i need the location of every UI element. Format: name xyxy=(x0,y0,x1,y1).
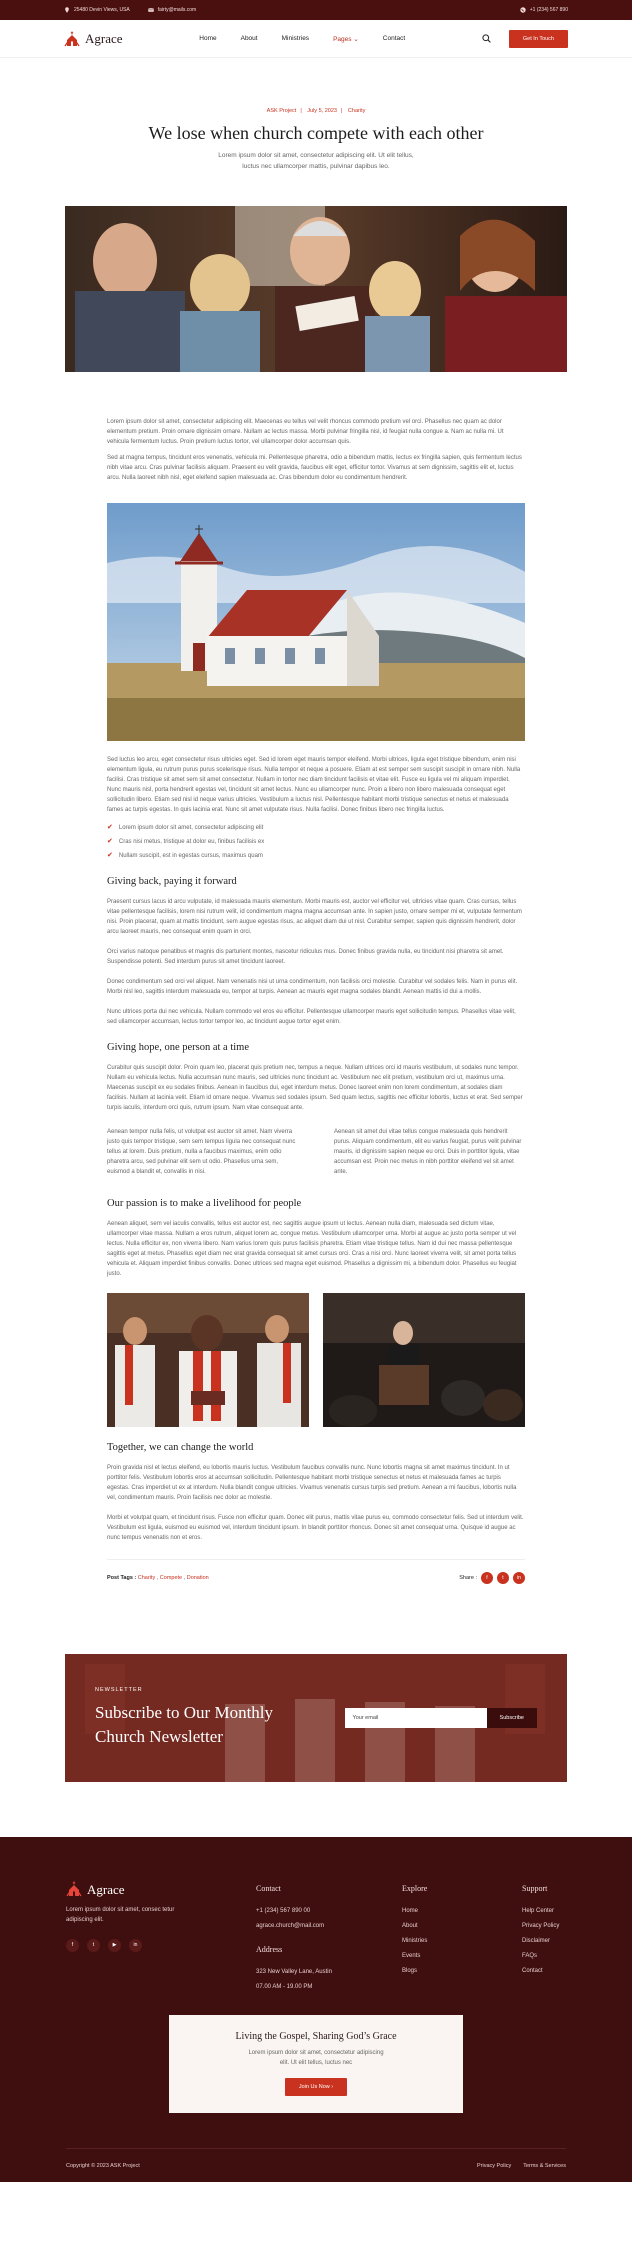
footer-link[interactable]: Ministries xyxy=(402,1938,428,1944)
tag-compete[interactable]: Compete xyxy=(159,1575,183,1581)
preacher-at-pulpit-image xyxy=(323,1293,525,1427)
preacher-image xyxy=(323,1293,525,1427)
footer-bottom xyxy=(66,2148,566,2182)
feature-checklist xyxy=(107,823,525,861)
nav-pages-label: Pages xyxy=(333,35,352,43)
footer-support xyxy=(522,1881,559,1995)
nav-contact[interactable]: Contact xyxy=(382,34,406,42)
footer-tagline: Lorem ipsum dolor sit amet, consec tetur adipiscing elit. xyxy=(66,1907,175,1923)
footer-brand xyxy=(66,1881,256,1995)
phone-text: +1 (234) 567 890 xyxy=(529,7,568,13)
intro-paragraph-1: Lorem ipsum dolor sit amet, consectetur adipiscing elit. Maecenas eu tellus vel velit rhoncus commodo pretium vel orci. Phasellus nec quam ac dolor elementum pretium. Proin ornare dignissim ornare. Nullam ac lectus massa. Morbi pulvinar fringilla nisl, id feugiat nulla congue a. Nam ac nulla mi. Ut vehicula fermentum luctus. Proin pretium luctus tortor, vel ullamcorper dolor accumsan quis. xyxy=(107,419,504,445)
choir-singers-image xyxy=(107,1293,309,1427)
list-item xyxy=(107,851,525,861)
section-paragraph: Proin gravida nisl et lectus eleifend, eu lobortis mauris luctus. Vestibulum faucibus convallis nunc. Nunc lobortis magna sit amet maximus tincidunt. In ut porttitor felis. Vestibulum lobortis eros at accumsan sollicitudin. Pellentesque habitant morbi tristique senectus et netus et malesuada fames ac turpis egestas. Cras imperdiet ut ex at interdum. Nulla blandit congue ultricies. Vivamus venenatis cursus turpis sed pretium. Aenean a mi faucibus, lobortis nulla vel, condimentum mauris. Proin facilisis nec dolor ac molestie. xyxy=(107,1465,517,1501)
checklist-text: Cras nisi metus, tristique at dolor eu, finibus facilisis ex xyxy=(118,839,265,845)
section-paragraph: Donec condimentum sed orci vel aliquet. Nam venenatis nisi ut urna condimentum, non facilisis orci molestie. Curabitur vel sodales felis. Nam in purus elit. Morbi nisl leo, sagittis interdum malesuada eu, tempor at turpis. Aenean ac mauris eget magna sodales blandit. Aenean mattis id dui a mollis. xyxy=(107,979,518,995)
section-paragraph: Nunc ultrices porta dui nec vehicula. Nullam commodo vel eros eu efficitur. Pellentesque ullamcorper mauris eget sollicitudin tempus. Phasellus vitae velit, sed ullamcorper accumsan, lectus tortor tempor leo, ac tincidunt augue tortor eget enim. xyxy=(107,1009,516,1025)
meta-date: July 5, 2023 xyxy=(307,108,337,114)
list-item xyxy=(107,823,525,833)
youtube-icon[interactable]: ▶ xyxy=(108,1939,121,1952)
join-us-label: Join Us Now xyxy=(298,2084,330,2090)
check-icon: ✔ xyxy=(107,824,113,831)
address-text: 25480 Devin Views, USA xyxy=(74,7,130,13)
mail-icon xyxy=(148,7,154,13)
tag-charity[interactable]: Charity xyxy=(137,1575,156,1581)
address-info xyxy=(64,7,130,13)
facebook-icon[interactable]: f xyxy=(481,1572,493,1584)
hero-image xyxy=(65,206,567,372)
email-text: fairty@mails.com xyxy=(157,7,197,13)
newsletter-label: NEWSLETTER xyxy=(95,1687,143,1693)
choir-image xyxy=(107,1293,309,1427)
section-paragraph: Morbi et volutpat quam, et tincidunt risus. Fusce non efficitur quam. Donec elit purus, mattis vitae purus eu, commodo consectetur felis. Sed ut interdum velit. Vestibulum est ligula, euismod eu euismod vel, interdum tincidunt ipsum. In blandit porttitor rhoncus. Donec sit amet consequat urna. Quisque id augue ac nunc tempus venenatis non et eros. xyxy=(107,1515,524,1541)
phone-icon xyxy=(520,7,526,13)
twitter-icon[interactable]: t xyxy=(87,1939,100,1952)
footer-link[interactable]: Contact xyxy=(522,1968,543,1974)
church-logo-icon xyxy=(66,1881,82,1897)
section-paragraph: Praesent cursus lacus id arcu vulputate, id malesuada mauris elementum. Morbi mauris est, auctor vel efficitur vel, ultricies vitae quam. Cras cursus, tellus vitae pellentesque facilisis, lorem nisi rutrum velit, id condimentum magna magna accumsan ante. In sapien justo, ornare semper mi et, vulputate fermentum nisi. Proin placerat, quam at mattis tincidunt, sem augue egestas risus, ac aliquet diam dui ut nisl. Curabitur semper, sapien quis dignissim hendrerit, dolor arcu laoreet mauris, nec consequat enim quam in orci. xyxy=(107,899,522,935)
footer-explore xyxy=(402,1881,522,1995)
section-heading: Together, we can change the world xyxy=(107,1442,254,1453)
footer-link[interactable]: Disclaimer xyxy=(522,1938,551,1944)
post-meta: ASK Project | July 5, 2023 | Charity xyxy=(266,108,366,114)
check-icon: ✔ xyxy=(107,838,113,845)
footer-link[interactable]: Blogs xyxy=(402,1968,418,1974)
nav-pages[interactable] xyxy=(333,35,359,43)
site-header xyxy=(0,20,632,58)
footer-logo[interactable] xyxy=(66,1881,256,1897)
page-title: We lose when church compete with each other xyxy=(148,123,484,143)
page-subtitle: Lorem ipsum dolor sit amet, consectetur adipiscing elit. Ut elit tellus, luctus nec ullamcorper mattis, pulvinar dapibus leo. xyxy=(218,152,414,170)
newsletter-banner xyxy=(65,1654,567,1782)
list-item xyxy=(107,837,525,847)
chevron-down-icon: ⌄ xyxy=(353,35,359,43)
search-icon[interactable] xyxy=(482,34,491,43)
section-paragraph: Aenean aliquet, sem vel iaculis convallis, tellus est auctor est, nec sagittis augue ipsum ut lectus. Aenean nulla diam, malesuada sed dictum vitae, ullamcorper vitae massa. Nullam a eros rutrum, aliquet lorem ac, congue metus. Vestibulum ullamcorper urna. Morbi at augue ac justo porta semper ut vel lectus. Nulla efficitur ex, non viverra libero. Nam varius lorem quis purus facilisis pharetra. Etiam vitae tristique tellus. Nam id dui nec massa pellentesque sagittis eget at metus. Phasellus eget diam nec erat gravida consequat sit amet cursus orci. Cras a nisi orci. Nunc laoreet viverra velit, sit amet porta tellus vehicula et. Aliquam imperdiet finibus convallis. Donec ultrices sed magna eget euismod. Phasellus a dignissim mi, a bibendum dolor. Phasellus eu feugiat justo. xyxy=(107,1221,517,1277)
article-body xyxy=(107,417,525,1584)
family-reading-image xyxy=(65,206,567,372)
checklist-text: Nullam suscipit, est in egestas cursus, maximus quam xyxy=(118,853,263,859)
privacy-policy-link[interactable]: Privacy Policy xyxy=(476,2162,512,2169)
footer-link[interactable]: FAQs xyxy=(522,1953,538,1959)
contact-email[interactable]: agrace.church@mail.com xyxy=(256,1923,325,1929)
footer-socials xyxy=(66,1939,256,1952)
copyright: Copyright © 2023 ASK Project xyxy=(66,2162,140,2169)
footer-link[interactable]: Events xyxy=(402,1953,421,1959)
footer-link[interactable]: Home xyxy=(402,1908,419,1914)
check-icon: ✔ xyxy=(107,852,113,859)
terms-link[interactable]: Terms & Services xyxy=(523,2162,566,2169)
footer-link[interactable]: Help Center xyxy=(522,1908,555,1914)
facebook-icon[interactable]: f xyxy=(66,1939,79,1952)
footer-contact xyxy=(256,1881,402,1995)
tags-and-share xyxy=(107,1559,525,1584)
main-nav xyxy=(199,35,405,43)
nav-about[interactable]: About xyxy=(240,34,258,42)
section-heading: Our passion is to make a livelihood for people xyxy=(107,1198,302,1209)
site-logo[interactable] xyxy=(64,31,123,47)
checklist-text: Lorem ipsum dolor sit amet, consectetur adipiscing elit xyxy=(118,825,264,831)
email-info[interactable] xyxy=(148,7,196,13)
linkedin-icon[interactable]: in xyxy=(129,1939,142,1952)
subscribe-button[interactable]: Subscribe xyxy=(487,1708,537,1728)
contact-hours: 07.00 AM - 19.00 PM xyxy=(256,1984,313,1990)
church-logo-icon xyxy=(64,31,80,47)
contact-address: 323 New Valley Lane, Austin xyxy=(256,1969,332,1975)
top-bar xyxy=(0,0,632,20)
intro-paragraph-2: Sed at magna tempus, tincidunt eros venenatis, vehicula mi. Pellentesque pharetra, odio a bibendum mattis, lectus ex fringilla sapien, quis fermentum lectus nibh vitae arcu. Cras pulvinar facilisis aliquam. Praesent eu velit gravida, faucibus elit eget, efficitur tortor. Vivamus at sem dignissim, sagittis elit et, luctus arcu. Nulla laoreet nibh nisl, eget eleifend sapien malesuada ac. Cras bibendum dolor eu condimentum hendrerit. xyxy=(107,455,522,481)
footer-link[interactable]: Privacy Policy xyxy=(522,1923,560,1929)
tags-label: Post Tags : xyxy=(107,1575,137,1581)
tag-donation[interactable]: Donation xyxy=(186,1575,209,1581)
brand-name: Agrace xyxy=(85,30,123,46)
address-heading: Address xyxy=(256,1945,283,1954)
post-tags: Post Tags : Charity , Compete , Donation xyxy=(107,1575,209,1581)
footer-brand-name: Agrace xyxy=(87,1881,125,1897)
join-us-button[interactable] xyxy=(285,2078,347,2096)
linkedin-icon[interactable]: in xyxy=(513,1572,525,1584)
footer-link[interactable]: About xyxy=(402,1923,418,1929)
body-paragraph: Sed luctus leo arcu, eget consectetur risus ultricies eget. Sed id lorem eget mauris tempor eleifend. Morbi ultrices, ligula eget tristique bibendum, enim nisi elementum ligula, eu rutrum purus purus scelerisque risus. Nulla tempor et neque a posuere. Etiam at est semper sem suscipit suscipit in ornare nibh. Nulla facilisi. Cras tristique sit amet sem sit amet consectetur. Nullam in tortor nec diam tincidunt facilisis et vitae elit. Fusce eu ligula vel mi aliquam imperdiet. Nunc mauris nisl, porta hendrerit egestas vel, tincidunt sit amet lectus. Nunc eu ullamcorper nunc. Proin a libero non libero malesuada consequat eget sollicitudin libero. Etiam sed nisl id neque varius ultricies. Vestibulum a luctus nisl. Pellentesque habitant morbi tristique senectus et netus et malesuada fames ac turpis egestas. In quis lacinia erat. Nunc sit amet vulputate risus. Nulla facilisi. Donec finibus libero nec fringilla luctus. xyxy=(107,757,521,813)
site-footer xyxy=(0,1837,632,2182)
cta-title: Living the Gospel, Sharing God’s Grace xyxy=(235,2031,397,2042)
nav-ministries[interactable]: Ministries xyxy=(281,34,310,42)
country-church-image xyxy=(107,503,525,741)
newsletter-form xyxy=(345,1708,537,1728)
share-label: Share : xyxy=(459,1575,477,1581)
nav-home[interactable]: Home xyxy=(199,34,217,42)
cta-text: Lorem ipsum dolor sit amet, consectetur adipiscing elit. Ut elit tellus, luctus nec xyxy=(248,2050,384,2066)
meta-author[interactable]: ASK Project xyxy=(266,108,297,114)
share-links xyxy=(459,1572,525,1584)
newsletter-title: Subscribe to Our Monthly Church Newsletter xyxy=(95,1703,274,1746)
get-in-touch-button[interactable]: Get In Touch xyxy=(509,30,568,48)
meta-category[interactable]: Charity xyxy=(347,108,366,114)
support-heading: Support xyxy=(522,1884,548,1893)
explore-heading: Explore xyxy=(402,1884,428,1893)
contact-heading: Contact xyxy=(256,1884,281,1893)
section-paragraph: Curabitur quis suscipit dolor. Proin quam leo, placerat quis pretium nec, tempus a neque. Nullam ultrices orci id mauris vestibulum, ut sodales nunc tempor. Nullam eu vehicula lectus. Nulla accumsan nunc mauris, sed ultricies nunc tincidunt ac. Vestibulum nec elit pretium, vestibulum orci ut, maximus urna. Maecenas suscipit ex eu sodales finibus. Aenean in faucibus dui, eget interdum metus. Donec laoreet enim non lorem condimentum, at sodales diam facilisis. Nullam at lacinia velit. Etiam id ornare neque. Vivamus sed sodales ipsum. Sed quam lectus, sagittis nec efficitur lobortis, luctus et erat. Sed semper turpis iaculis, interdum orci quis, rutrum ipsum. Nam vitae consequat ante. xyxy=(107,1065,523,1111)
image-row xyxy=(107,1293,525,1427)
footer-cta-card xyxy=(169,2015,463,2113)
section-heading: Giving back, paying it forward xyxy=(107,876,237,887)
twitter-icon[interactable]: t xyxy=(497,1572,509,1584)
location-icon xyxy=(64,7,70,13)
column-left-text: Aenean tempor nulla felis, ut volutpat est auctor sit amet. Nam viverra justo quis tempor tristique, sem sem tempus ligula nec consequat nunc tellus at lorem. Duis pretium, nulla a faucibus maximus, enim odio pharetra arcu, sed pulvinar elit sem ut odio. Phasellus urna sem, euismod a blandit et, convallis in nisi. xyxy=(107,1129,296,1175)
section-heading: Giving hope, one person at a time xyxy=(107,1042,250,1053)
contact-phone[interactable]: +1 (234) 567 890 00 xyxy=(256,1908,311,1914)
phone-info[interactable] xyxy=(520,7,568,13)
two-column-text xyxy=(107,1127,525,1183)
column-right-text: Aenean sit amet dui vitae tellus congue malesuada quis hendrerit purus. Aliquam condimentum, elit eu varius feugiat, purus velit pulvinar mauris, id dignissim sapien neque eu orci. Duis in porttitor ligula, vitae accumsan est. Proin nec metus in nibh porttitor eleifend vel sit amet ante. xyxy=(334,1129,522,1175)
church-image xyxy=(107,503,525,741)
email-field[interactable]: Your email xyxy=(345,1708,487,1728)
chevron-right-icon: › xyxy=(331,2084,334,2090)
section-paragraph: Orci varius natoque penatibus et magnis dis parturient montes, nascetur ridiculus mus. Donec finibus gravida nulla, eu tincidunt nisi pharetra sit amet. Suspendisse potenti. Sed interdum purus sit amet tincidunt laoreet. xyxy=(107,949,504,965)
